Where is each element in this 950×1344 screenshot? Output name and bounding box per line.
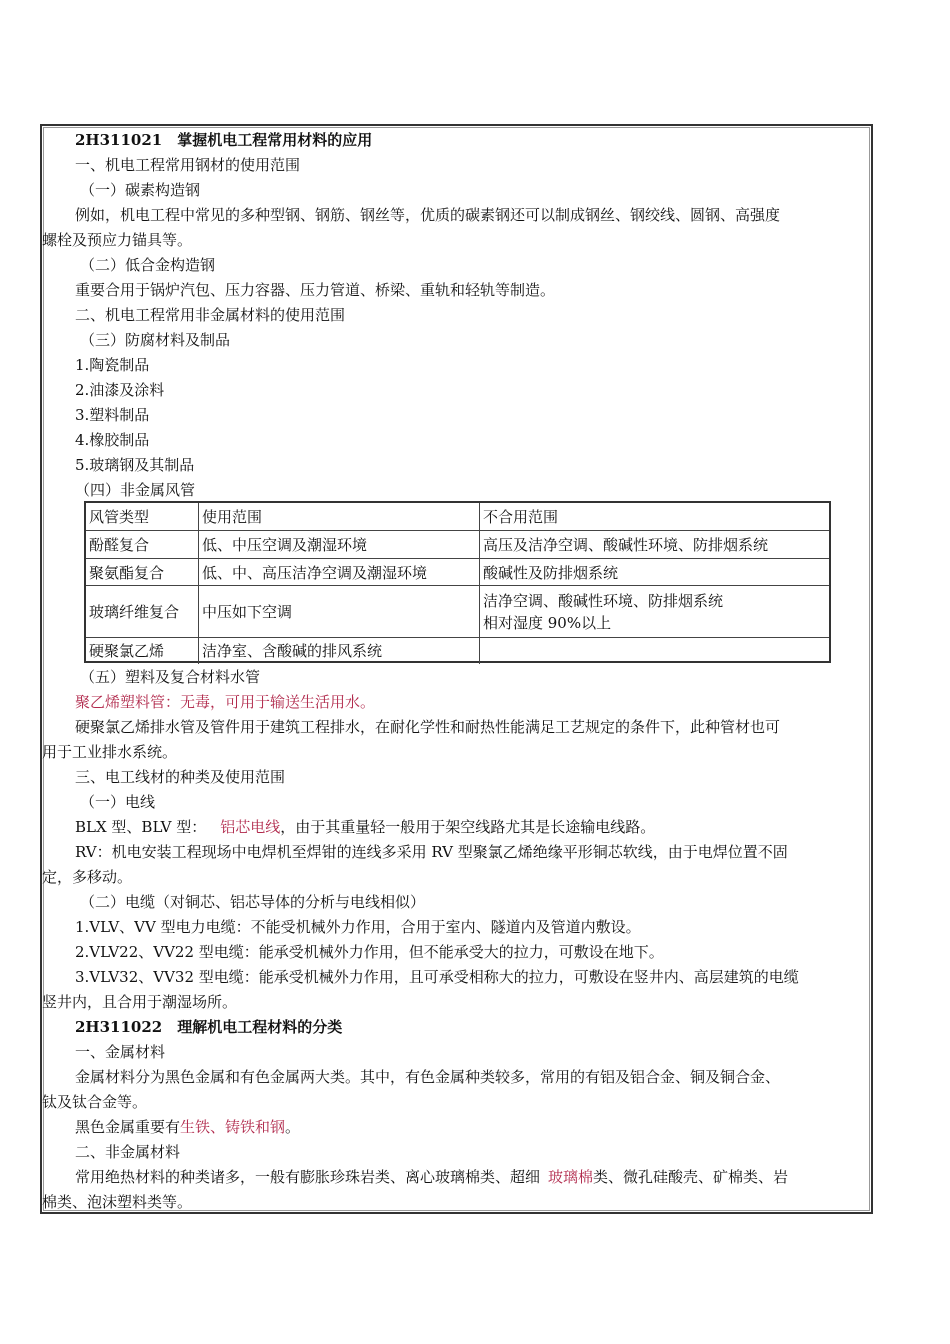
- subheading-carbon-steel: （一）碳素构造钢: [80, 181, 201, 199]
- heading-steel-usage: 一、机电工程常用钢材的使用范围: [75, 156, 301, 174]
- list-item-rubber: 4.橡胶制品: [75, 431, 150, 449]
- paragraph-pe-pipe: 聚乙烯塑料管：无毒，可用于输送生活用水。: [75, 693, 376, 711]
- paragraph-rv-cont: 定，多移动。: [42, 868, 133, 886]
- cell-unsuitable-line: 高压及洁净空调、酸碱性环境、防排烟系统: [483, 536, 769, 554]
- cell-unsuitable-line: 洁净空调、酸碱性环境、防排烟系统: [483, 592, 724, 610]
- subheading-low-alloy-steel: （二）低合金构造钢: [80, 256, 216, 274]
- paragraph-metal-materials: 金属材料分为黑色金属和有色金属两大类。其中，有色金属种类较多，常用的有铝及铝合金、铜及铜合金、: [75, 1068, 781, 1086]
- text-insulation: 常用绝热材料的种类诸多，一般有膨胀珍珠岩类、离心玻璃棉类、超细: [75, 1168, 541, 1186]
- cell-unsuitable: [480, 586, 829, 638]
- list-item-frp: 5.玻璃钢及其制品: [75, 456, 195, 474]
- cell-usage: 低、中压空调及潮湿环境: [199, 531, 480, 559]
- paragraph-pvc-drain: 硬聚氯乙烯排水管及管件用于建筑工程排水，在耐化学性和耐热性能满足工艺规定的条件下，此种管材也可: [75, 718, 781, 736]
- list-item-vlv32: 3.VLV32、VV32 型电缆：能承受机械外力作用，且可承受相称大的拉力，可敷设在竖井内、高层建筑的电缆: [75, 968, 799, 986]
- cell-unsuitable: [480, 531, 829, 559]
- heading-nonmetal-usage: 二、机电工程常用非金属材料的使用范围: [75, 306, 346, 324]
- paragraph-ferrous: [75, 1117, 300, 1137]
- table-row: [86, 530, 829, 559]
- text-blx-blv-rest: ，由于其重量轻一般用于架空线路尤其是长途输电线路。: [280, 818, 656, 836]
- duct-table: [84, 501, 831, 663]
- table-row: [86, 637, 829, 664]
- list-item-vlv: 1.VLV、VV 型电力电缆：不能受机械外力作用，合用于室内、隧道内及管道内敷设。: [75, 918, 641, 936]
- cell-unsuitable: [480, 638, 829, 664]
- highlight-ferrous-types: 生铁、铸铁和钢: [180, 1118, 286, 1136]
- table-row: [86, 558, 829, 586]
- text-ferrous: 黑色金属重要有: [75, 1118, 181, 1136]
- table-row: [86, 585, 829, 638]
- table-header-row: [86, 503, 829, 530]
- header-unsuitable-scope: 不合用范围: [483, 507, 559, 526]
- text-blx-blv: BLX 型、BLV 型：: [75, 818, 207, 836]
- highlight-glass-wool: 玻璃棉: [548, 1168, 594, 1186]
- list-item-ceramics: 1.陶瓷制品: [75, 356, 150, 374]
- paragraph-insulation-cont: 棉类、泡沫塑料类等。: [42, 1193, 193, 1211]
- highlight-aluminum-wire: 铝芯电线: [220, 818, 281, 836]
- paragraph-blx-blv: [75, 817, 655, 837]
- list-item-vlv32-cont: 竖井内，且合用于潮湿场所。: [42, 993, 238, 1011]
- header-duct-type: 风管类型: [86, 503, 199, 530]
- paragraph-rv: RV：机电安装工程现场中电焊机至焊钳的连线多采用 RV 型聚氯乙烯绝缘平形铜芯软线，由于电焊位置不固: [75, 843, 788, 861]
- cell-usage: 中压如下空调: [199, 586, 480, 638]
- list-item-vlv22: 2.VLV22、VV22 型电缆：能承受机械外力作用，但不能承受大的拉力，可敷设在地下。: [75, 943, 664, 961]
- cell-usage: 洁净室、含酸碱的排风系统: [199, 638, 480, 664]
- cell-unsuitable-line: 酸碱性及防排烟系统: [483, 563, 619, 582]
- cell-type: 酚醛复合: [86, 531, 199, 559]
- subheading-cable: （二）电缆（对铜芯、铝芯导体的分析与电线相似）: [80, 893, 426, 911]
- subheading-anticorrosion: （三）防腐材料及制品: [80, 331, 231, 349]
- paragraph-insulation: [75, 1167, 788, 1187]
- subheading-plastic-pipe: （五）塑料及复合材料水管: [80, 668, 261, 686]
- heading-nonmetal-materials: 二、非金属材料: [75, 1143, 181, 1161]
- cell-unsuitable: [480, 559, 829, 586]
- paragraph-pvc-drain-cont: 用于工业排水系统。: [42, 743, 178, 761]
- heading-metal-materials: 一、金属材料: [75, 1043, 166, 1061]
- text-ferrous-end: 。: [285, 1118, 301, 1136]
- section-title-2h311022: 2H311022 理解机电工程材料的分类: [75, 1018, 343, 1036]
- cell-type: 聚氨酯复合: [86, 559, 199, 586]
- cell-type: 玻璃纤维复合: [86, 586, 199, 638]
- subheading-wire: （一）电线: [80, 793, 156, 811]
- paragraph-carbon-steel: 例如，机电工程中常见的多种型钢、钢筋、钢丝等，优质的碳素钢还可以制成钢丝、钢绞线、圆钢、高强度: [75, 206, 781, 224]
- list-item-paint: 2.油漆及涂料: [75, 381, 165, 399]
- paragraph-metal-materials-cont: 钛及钛合金等。: [42, 1093, 148, 1111]
- section-title-2h311021: 2H311021 掌握机电工程常用材料的应用: [75, 131, 373, 149]
- list-item-plastics: 3.塑料制品: [75, 406, 150, 424]
- subheading-nonmetal-duct: （四）非金属风管: [75, 481, 196, 499]
- paragraph-low-alloy-steel: 重要合用于锅炉汽包、压力容器、压力管道、桥梁、重轨和轻轨等制造。: [75, 281, 556, 299]
- cell-usage: 低、中、高压洁净空调及潮湿环境: [199, 559, 480, 586]
- text-insulation-rest: 类、微孔硅酸壳、矿棉类、岩: [593, 1168, 789, 1186]
- heading-wire-types: 三、电工线材的种类及使用范围: [75, 768, 286, 786]
- paragraph-carbon-steel-cont: 螺栓及预应力锚具等。: [42, 231, 193, 249]
- cell-type: 硬聚氯乙烯: [86, 638, 199, 664]
- header-usage-scope: 使用范围: [199, 503, 480, 530]
- cell-unsuitable-line-2: 相对湿度 90%以上: [483, 614, 612, 632]
